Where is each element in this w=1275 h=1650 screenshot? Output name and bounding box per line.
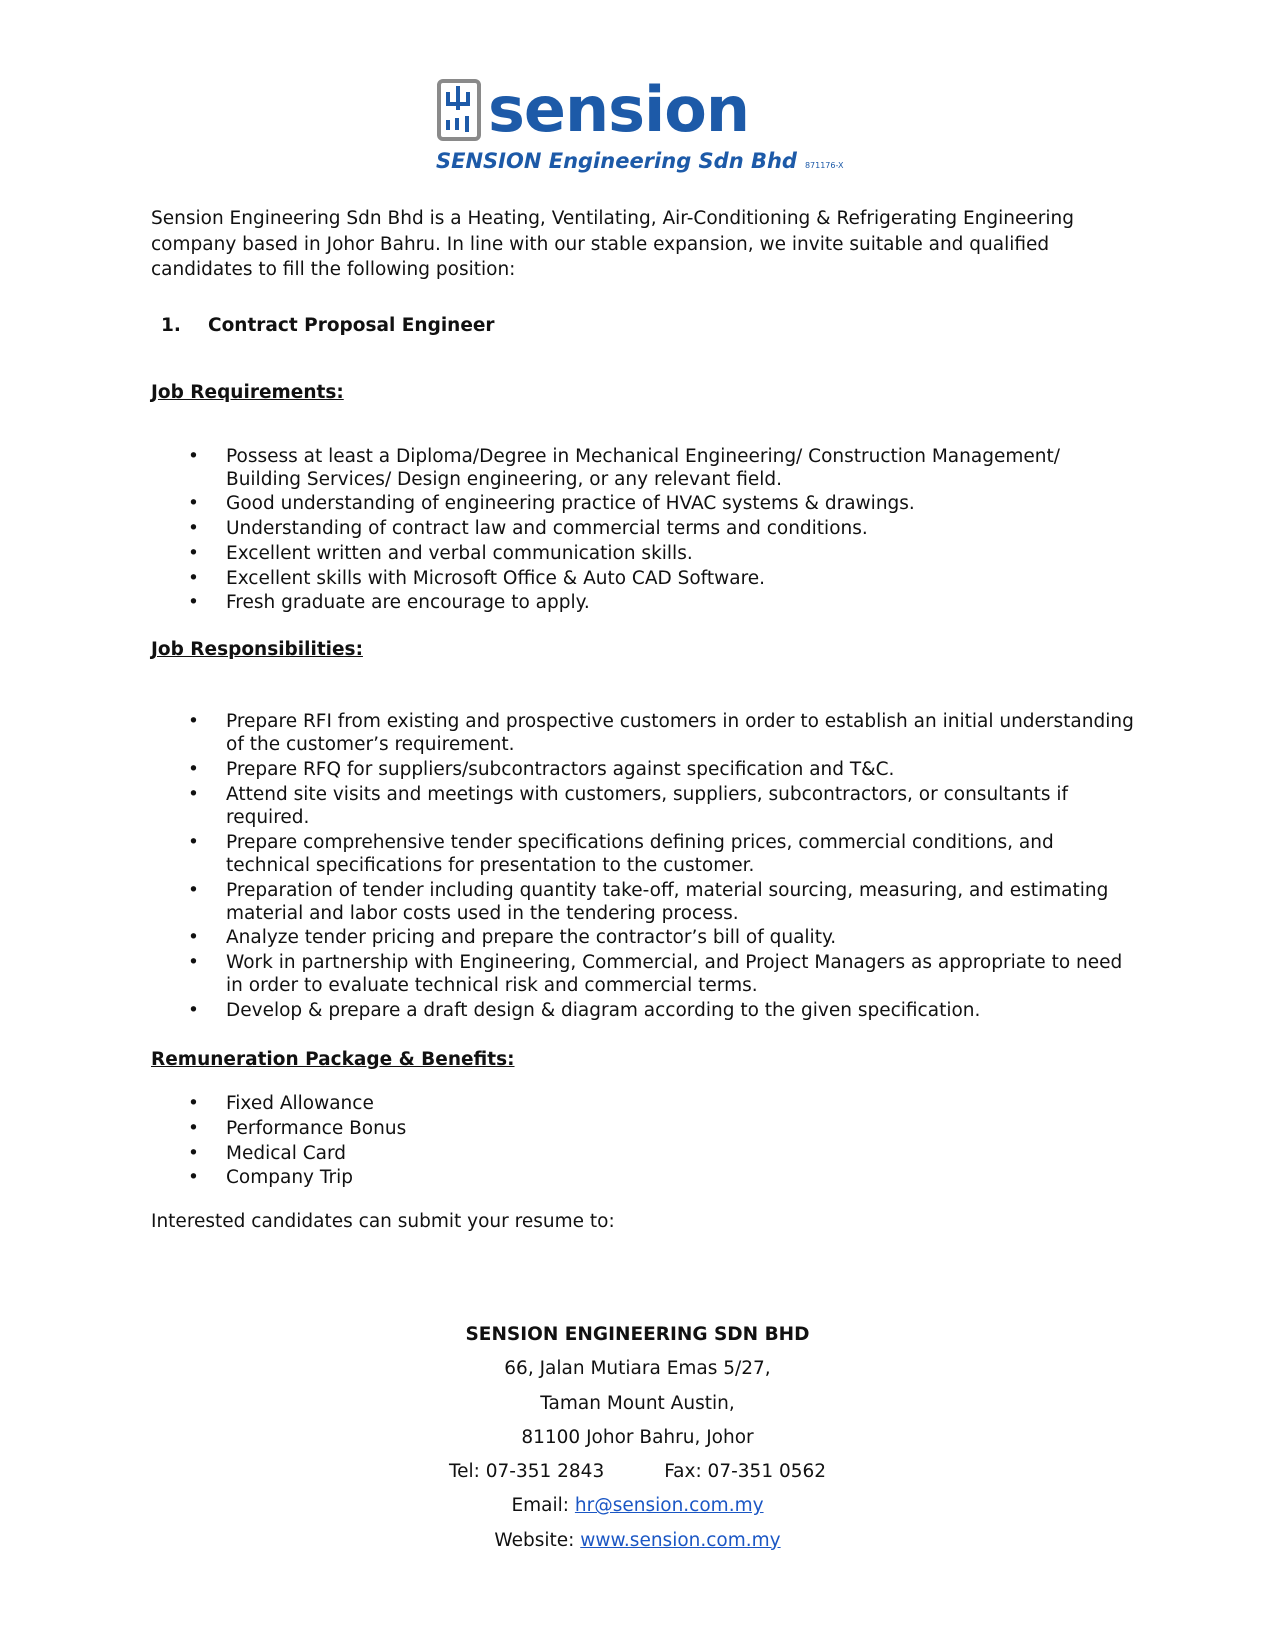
list-item: • Understanding of contract law and commercial terms and conditions.: [151, 517, 1136, 540]
list-item: • Analyze tender pricing and prepare the contractor’s bill of quality.: [151, 926, 1136, 949]
document-body: [151, 206, 1136, 1235]
email-link[interactable]: hr@sension.com.my: [574, 1495, 764, 1517]
contact-website-line: [0, 1524, 1275, 1558]
intro-paragraph: Sension Engineering Sdn Bhd is a Heating, Ventilating, Air-Conditioning & Refrigerating Engineering company based in Johor Bahru. In line with our stable expansion, we invite suitable and qualified candidates to fill the following position:: [151, 208, 1074, 280]
email-label: Email:: [511, 1495, 575, 1517]
website-label: Website:: [494, 1529, 581, 1551]
contact-address-line: Taman Mount Austin,: [540, 1392, 735, 1414]
list-item: • Performance Bonus: [151, 1117, 1136, 1140]
list-item: • Excellent skills with Microsoft Office & Auto CAD Software.: [151, 567, 1136, 590]
list-item: • Fixed Allowance: [151, 1092, 1136, 1115]
submit-instruction: Interested candidates can submit your resume to:: [151, 1211, 615, 1233]
logo-company-name: SENSION Engineering Sdn Bhd: [436, 149, 797, 173]
list-item: • Fresh graduate are encourage to apply.: [151, 591, 1136, 614]
list-item: • Attend site visits and meetings with customers, suppliers, subcontractors, or consultants if required.: [151, 783, 1136, 829]
logo-bottom-row: [436, 148, 856, 176]
list-item: • Company Trip: [151, 1166, 1136, 1189]
logo-emblem-icon: [436, 78, 482, 142]
requirements-list: [151, 445, 1136, 615]
benefits-list: [151, 1092, 1136, 1189]
contact-phone-fax: [0, 1455, 1275, 1489]
list-item: • Work in partnership with Engineering, Commercial, and Project Managers as appropriate to need in order to evaluate technical risk and commercial terms.: [151, 951, 1136, 997]
list-item: • Medical Card: [151, 1142, 1136, 1165]
contact-address-line: 66, Jalan Mutiara Emas 5/27,: [504, 1358, 771, 1380]
requirements-heading: Job Requirements:: [151, 381, 344, 403]
contact-tel: Tel: 07-351 2843: [448, 1461, 605, 1483]
list-item: • Develop & prepare a draft design & diagram according to the given specification.: [151, 999, 1136, 1022]
contact-block: [0, 1318, 1275, 1558]
benefits-heading: Remuneration Package & Benefits:: [151, 1049, 515, 1071]
contact-email-line: [0, 1489, 1275, 1523]
responsibilities-list: [151, 710, 1136, 1022]
position-title: Contract Proposal Engineer: [208, 314, 495, 336]
list-item: • Good understanding of engineering practice of HVAC systems & drawings.: [151, 492, 1136, 515]
logo-brand-text: sension: [488, 78, 749, 142]
logo-top-row: [436, 70, 856, 142]
list-item: • Prepare comprehensive tender specifications defining prices, commercial conditions, and technical specifications for presentation to the customer.: [151, 831, 1136, 877]
list-item: • Preparation of tender including quantity take-off, material sourcing, measuring, and estimating material and labor costs used in the tendering process.: [151, 879, 1136, 925]
responsibilities-heading: Job Responsibilities:: [151, 639, 363, 661]
website-link[interactable]: www.sension.com.my: [580, 1529, 781, 1551]
list-item: • Prepare RFQ for suppliers/subcontractors against specification and T&C.: [151, 758, 1136, 781]
logo-reg-no: 871176-X: [804, 161, 844, 170]
list-item: • Prepare RFI from existing and prospective customers in order to establish an initial understanding of the customer’s requirement.: [151, 710, 1136, 756]
list-item: • Possess at least a Diploma/Degree in Mechanical Engineering/ Construction Management/ Building Services/ Design engineering, or any relevant field.: [151, 445, 1136, 491]
list-item: • Excellent written and verbal communication skills.: [151, 542, 1136, 565]
contact-address-line: 81100 Johor Bahru, Johor: [521, 1426, 754, 1448]
position-number: 1.: [161, 314, 181, 336]
contact-fax: Fax: 07-351 0562: [664, 1461, 827, 1483]
contact-company: SENSION ENGINEERING SDN BHD: [465, 1324, 810, 1345]
company-logo: [436, 70, 856, 180]
position-heading: [151, 315, 1136, 336]
